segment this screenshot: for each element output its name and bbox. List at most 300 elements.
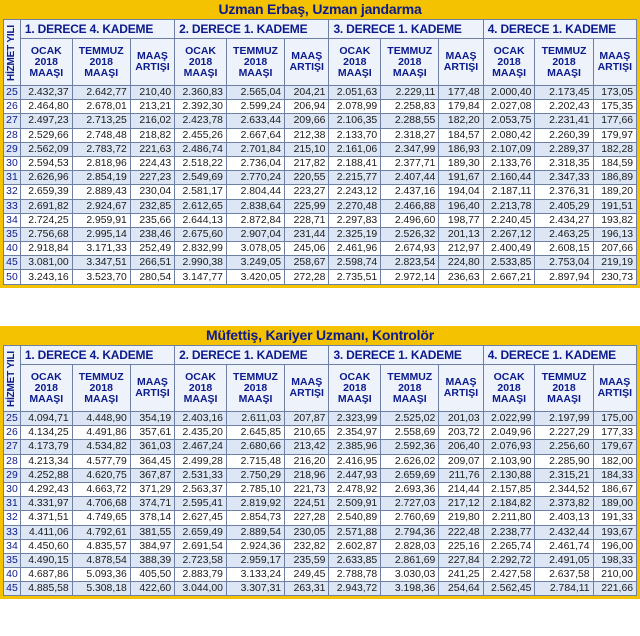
salary-cell: 4.252,88 — [20, 468, 72, 482]
salary-cell: 2.405,29 — [535, 199, 593, 213]
column-header: TEMMUZ 2018 MAAŞI — [381, 39, 439, 86]
salary-cell: 2.392,30 — [175, 100, 227, 114]
raise-cell: 227,84 — [439, 553, 483, 567]
raise-cell: 207,87 — [285, 412, 329, 426]
salary-cell: 2.434,27 — [535, 213, 593, 227]
raise-cell: 204,21 — [285, 86, 329, 100]
raise-cell: 182,20 — [439, 114, 483, 128]
salary-cell: 2.633,85 — [329, 553, 381, 567]
service-year-cell: 30 — [4, 482, 21, 496]
salary-cell: 2.563,37 — [175, 482, 227, 496]
salary-cell: 2.753,04 — [535, 256, 593, 270]
raise-cell: 189,00 — [593, 497, 636, 511]
group-header: 1. DERECE 4. KADEME — [20, 20, 174, 39]
table-row — [4, 128, 637, 142]
salary-cell: 2.990,38 — [175, 256, 227, 270]
raise-cell: 219,19 — [593, 256, 636, 270]
service-year-cell: 29 — [4, 142, 21, 156]
column-header: TEMMUZ 2018 MAAŞI — [535, 39, 593, 86]
raise-cell: 198,33 — [593, 553, 636, 567]
salary-cell: 4.094,71 — [20, 412, 72, 426]
salary-cell: 2.243,12 — [329, 185, 381, 199]
salary-cell: 2.565,04 — [226, 86, 284, 100]
column-header: MAAŞ ARTIŞI — [593, 39, 636, 86]
salary-cell: 2.678,01 — [72, 100, 130, 114]
raise-cell: 198,77 — [439, 213, 483, 227]
hizmet-yili-header: HİZMET YILI — [4, 20, 21, 86]
salary-cell: 2.288,55 — [381, 114, 439, 128]
salary-cell: 2.187,11 — [483, 185, 535, 199]
raise-cell: 179,97 — [593, 128, 636, 142]
raise-cell: 241,25 — [439, 568, 483, 582]
raise-cell: 252,49 — [130, 242, 174, 256]
salary-cell: 2.463,25 — [535, 227, 593, 241]
salary-cell: 2.713,25 — [72, 114, 130, 128]
salary-cell: 4.213,34 — [20, 454, 72, 468]
group-header: 2. DERECE 1. KADEME — [175, 346, 329, 365]
salary-cell: 2.918,84 — [20, 242, 72, 256]
column-header: MAAŞ ARTIŞI — [130, 365, 174, 412]
salary-cell: 2.051,63 — [329, 86, 381, 100]
column-header: OCAK 2018 MAAŞI — [175, 365, 227, 412]
raise-cell: 388,39 — [130, 553, 174, 567]
salary-cell: 2.897,94 — [535, 270, 593, 284]
salary-cell: 2.103,90 — [483, 454, 535, 468]
group-header: 2. DERECE 1. KADEME — [175, 20, 329, 39]
salary-cell: 2.160,44 — [483, 171, 535, 185]
raise-cell: 235,66 — [130, 213, 174, 227]
salary-cell: 2.491,05 — [535, 553, 593, 567]
salary-cell: 4.687,86 — [20, 568, 72, 582]
salary-cell: 2.599,24 — [226, 100, 284, 114]
salary-cell: 2.804,44 — [226, 185, 284, 199]
raise-cell: 206,94 — [285, 100, 329, 114]
hizmet-yili-header: HİZMET YILI — [4, 346, 21, 412]
column-header: MAAŞ ARTIŞI — [439, 39, 483, 86]
salary-cell: 3.078,05 — [226, 242, 284, 256]
salary-cell: 2.784,11 — [535, 582, 593, 596]
service-year-cell: 34 — [4, 213, 21, 227]
raise-cell: 206,40 — [439, 440, 483, 454]
salary-cell: 2.818,96 — [72, 156, 130, 170]
table-row — [4, 86, 637, 100]
table-row — [4, 440, 637, 454]
salary-cell: 4.749,65 — [72, 511, 130, 525]
salary-cell: 2.637,58 — [535, 568, 593, 582]
salary-cell: 2.727,03 — [381, 497, 439, 511]
service-year-cell: 32 — [4, 511, 21, 525]
section-mufettis — [0, 326, 640, 599]
salary-cell: 2.756,68 — [20, 227, 72, 241]
salary-cell: 2.667,64 — [226, 128, 284, 142]
salary-cell: 2.347,33 — [535, 171, 593, 185]
salary-cell: 2.455,26 — [175, 128, 227, 142]
raise-cell: 381,55 — [130, 525, 174, 539]
raise-cell: 224,51 — [285, 497, 329, 511]
service-year-cell: 31 — [4, 171, 21, 185]
salary-cell: 2.053,75 — [483, 114, 535, 128]
salary-cell: 2.080,42 — [483, 128, 535, 142]
salary-cell: 2.595,41 — [175, 497, 227, 511]
service-year-cell: 28 — [4, 454, 21, 468]
raise-cell: 217,82 — [285, 156, 329, 170]
salary-cell: 2.675,60 — [175, 227, 227, 241]
salary-cell: 2.972,14 — [381, 270, 439, 284]
salary-cell: 4.331,97 — [20, 497, 72, 511]
salary-cell: 2.701,84 — [226, 142, 284, 156]
salary-cell: 2.823,54 — [381, 256, 439, 270]
salary-cell: 2.883,79 — [175, 568, 227, 582]
raise-cell: 236,63 — [439, 270, 483, 284]
service-year-cell: 40 — [4, 568, 21, 582]
raise-cell: 218,82 — [130, 128, 174, 142]
raise-cell: 225,99 — [285, 199, 329, 213]
service-year-cell: 31 — [4, 497, 21, 511]
table-row — [4, 582, 637, 596]
salary-cell: 2.432,37 — [20, 86, 72, 100]
raise-cell: 207,66 — [593, 242, 636, 256]
salary-cell: 2.022,99 — [483, 412, 535, 426]
salary-cell: 2.407,44 — [381, 171, 439, 185]
raise-cell: 230,04 — [130, 185, 174, 199]
salary-cell: 2.231,41 — [535, 114, 593, 128]
salary-cell: 2.229,11 — [381, 86, 439, 100]
table-row — [4, 142, 637, 156]
service-year-cell: 26 — [4, 100, 21, 114]
table-row — [4, 568, 637, 582]
salary-cell: 2.478,92 — [329, 482, 381, 496]
salary-cell: 2.691,54 — [175, 539, 227, 553]
raise-cell: 210,65 — [285, 426, 329, 440]
salary-cell: 2.760,69 — [381, 511, 439, 525]
table-row — [4, 454, 637, 468]
column-header: OCAK 2018 MAAŞI — [175, 39, 227, 86]
salary-cell: 4.663,72 — [72, 482, 130, 496]
salary-cell: 2.464,80 — [20, 100, 72, 114]
salary-cell: 2.549,69 — [175, 171, 227, 185]
salary-cell: 2.674,93 — [381, 242, 439, 256]
salary-cell: 2.347,99 — [381, 142, 439, 156]
raise-cell: 272,28 — [285, 270, 329, 284]
salary-cell: 2.533,85 — [483, 256, 535, 270]
table-row — [4, 227, 637, 241]
service-year-cell: 45 — [4, 582, 21, 596]
table-row — [4, 171, 637, 185]
raise-cell: 191,67 — [439, 171, 483, 185]
salary-cell: 2.736,04 — [226, 156, 284, 170]
salary-cell: 2.461,74 — [535, 539, 593, 553]
salary-cell: 2.461,96 — [329, 242, 381, 256]
table-row — [4, 525, 637, 539]
table-row — [4, 213, 637, 227]
salary-cell: 2.238,77 — [483, 525, 535, 539]
salary-cell: 2.467,24 — [175, 440, 227, 454]
salary-cell: 2.642,77 — [72, 86, 130, 100]
salary-cell: 4.835,57 — [72, 539, 130, 553]
salary-cell: 2.344,52 — [535, 482, 593, 496]
raise-cell: 177,66 — [593, 114, 636, 128]
salary-table — [3, 345, 637, 596]
salary-cell: 2.107,09 — [483, 142, 535, 156]
salary-cell: 4.491,86 — [72, 426, 130, 440]
column-header: OCAK 2018 MAAŞI — [329, 39, 381, 86]
raise-cell: 191,51 — [593, 199, 636, 213]
table-row — [4, 114, 637, 128]
raise-cell: 212,97 — [439, 242, 483, 256]
salary-cell: 2.318,35 — [535, 156, 593, 170]
salary-cell: 2.608,15 — [535, 242, 593, 256]
salary-cell: 2.078,99 — [329, 100, 381, 114]
table-row — [4, 497, 637, 511]
table-row — [4, 242, 637, 256]
salary-cell: 4.706,68 — [72, 497, 130, 511]
table-row — [4, 539, 637, 553]
column-header: OCAK 2018 MAAŞI — [329, 365, 381, 412]
raise-cell: 212,38 — [285, 128, 329, 142]
raise-cell: 184,57 — [439, 128, 483, 142]
salary-cell: 2.000,40 — [483, 86, 535, 100]
salary-cell: 2.385,96 — [329, 440, 381, 454]
salary-cell: 4.620,75 — [72, 468, 130, 482]
group-header: 3. DERECE 1. KADEME — [329, 346, 483, 365]
salary-cell: 2.427,58 — [483, 568, 535, 582]
salary-cell: 2.558,69 — [381, 426, 439, 440]
service-year-cell: 27 — [4, 114, 21, 128]
salary-cell: 2.723,58 — [175, 553, 227, 567]
salary-cell: 2.360,83 — [175, 86, 227, 100]
salary-cell: 2.924,36 — [226, 539, 284, 553]
salary-cell: 2.496,60 — [381, 213, 439, 227]
salary-cell: 4.134,25 — [20, 426, 72, 440]
salary-cell: 3.243,16 — [20, 270, 72, 284]
salary-cell: 2.227,29 — [535, 426, 593, 440]
table-row — [4, 185, 637, 199]
salary-cell: 2.267,12 — [483, 227, 535, 241]
salary-cell: 2.854,19 — [72, 171, 130, 185]
service-year-cell: 33 — [4, 199, 21, 213]
raise-cell: 227,23 — [130, 171, 174, 185]
salary-cell: 2.659,49 — [175, 525, 227, 539]
salary-cell: 2.076,93 — [483, 440, 535, 454]
salary-cell: 2.403,13 — [535, 511, 593, 525]
salary-cell: 2.260,39 — [535, 128, 593, 142]
salary-cell: 2.285,90 — [535, 454, 593, 468]
salary-cell: 2.667,21 — [483, 270, 535, 284]
raise-cell: 196,13 — [593, 227, 636, 241]
raise-cell: 216,02 — [130, 114, 174, 128]
salary-cell: 2.157,85 — [483, 482, 535, 496]
raise-cell: 216,20 — [285, 454, 329, 468]
salary-cell: 2.447,93 — [329, 468, 381, 482]
salary-cell: 2.794,36 — [381, 525, 439, 539]
salary-cell: 2.659,69 — [381, 468, 439, 482]
salary-cell: 2.256,60 — [535, 440, 593, 454]
salary-cell: 2.907,04 — [226, 227, 284, 241]
salary-cell: 2.861,69 — [381, 553, 439, 567]
salary-cell: 3.249,05 — [226, 256, 284, 270]
raise-cell: 186,89 — [593, 171, 636, 185]
salary-cell: 2.529,66 — [20, 128, 72, 142]
salary-cell: 2.602,87 — [329, 539, 381, 553]
salary-cell: 2.213,78 — [483, 199, 535, 213]
salary-cell: 2.211,80 — [483, 511, 535, 525]
raise-cell: 221,66 — [593, 582, 636, 596]
table-row — [4, 199, 637, 213]
service-year-cell: 32 — [4, 185, 21, 199]
salary-cell: 2.612,65 — [175, 199, 227, 213]
salary-cell: 2.518,22 — [175, 156, 227, 170]
group-header: 1. DERECE 4. KADEME — [20, 346, 174, 365]
salary-cell: 2.680,66 — [226, 440, 284, 454]
table-row — [4, 426, 637, 440]
raise-cell: 196,40 — [439, 199, 483, 213]
salary-cell: 2.027,08 — [483, 100, 535, 114]
salary-cell: 2.832,99 — [175, 242, 227, 256]
column-header: TEMMUZ 2018 MAAŞI — [72, 365, 130, 412]
column-header: TEMMUZ 2018 MAAŞI — [535, 365, 593, 412]
column-header: OCAK 2018 MAAŞI — [483, 39, 535, 86]
raise-cell: 175,35 — [593, 100, 636, 114]
column-header: OCAK 2018 MAAŞI — [20, 39, 72, 86]
salary-cell: 2.594,53 — [20, 156, 72, 170]
salary-cell: 2.173,45 — [535, 86, 593, 100]
salary-cell: 2.526,32 — [381, 227, 439, 241]
salary-cell: 2.133,76 — [483, 156, 535, 170]
raise-cell: 217,12 — [439, 497, 483, 511]
raise-cell: 196,00 — [593, 539, 636, 553]
raise-cell: 214,44 — [439, 482, 483, 496]
raise-cell: 173,05 — [593, 86, 636, 100]
salary-cell: 2.289,37 — [535, 142, 593, 156]
salary-cell: 2.748,48 — [72, 128, 130, 142]
raise-cell: 361,03 — [130, 440, 174, 454]
salary-cell: 2.130,88 — [483, 468, 535, 482]
raise-cell: 223,27 — [285, 185, 329, 199]
raise-cell: 191,33 — [593, 511, 636, 525]
group-header: 4. DERECE 1. KADEME — [483, 346, 636, 365]
raise-cell: 184,59 — [593, 156, 636, 170]
salary-cell: 3.420,05 — [226, 270, 284, 284]
salary-cell: 2.854,73 — [226, 511, 284, 525]
salary-cell: 2.626,96 — [20, 171, 72, 185]
salary-cell: 2.995,14 — [72, 227, 130, 241]
raise-cell: 422,60 — [130, 582, 174, 596]
column-header: MAAŞ ARTIŞI — [285, 365, 329, 412]
salary-cell: 2.400,49 — [483, 242, 535, 256]
salary-cell: 2.785,10 — [226, 482, 284, 496]
column-header: TEMMUZ 2018 MAAŞI — [226, 365, 284, 412]
raise-cell: 211,76 — [439, 468, 483, 482]
raise-cell: 182,28 — [593, 142, 636, 156]
salary-cell: 2.106,35 — [329, 114, 381, 128]
raise-cell: 194,04 — [439, 185, 483, 199]
salary-cell: 2.693,36 — [381, 482, 439, 496]
table-row — [4, 256, 637, 270]
salary-cell: 2.354,97 — [329, 426, 381, 440]
service-year-cell: 35 — [4, 553, 21, 567]
salary-cell: 2.531,33 — [175, 468, 227, 482]
raise-cell: 263,31 — [285, 582, 329, 596]
salary-cell: 2.715,48 — [226, 454, 284, 468]
column-header: MAAŞ ARTIŞI — [130, 39, 174, 86]
salary-cell: 3.081,00 — [20, 256, 72, 270]
salary-cell: 2.435,20 — [175, 426, 227, 440]
raise-cell: 280,54 — [130, 270, 174, 284]
salary-cell: 2.959,17 — [226, 553, 284, 567]
salary-cell: 2.872,84 — [226, 213, 284, 227]
salary-cell: 3.307,31 — [226, 582, 284, 596]
salary-cell: 2.592,36 — [381, 440, 439, 454]
raise-cell: 209,07 — [439, 454, 483, 468]
table-body — [4, 86, 637, 285]
salary-cell: 2.466,88 — [381, 199, 439, 213]
salary-cell: 2.525,02 — [381, 412, 439, 426]
raise-cell: 258,67 — [285, 256, 329, 270]
salary-cell: 2.499,28 — [175, 454, 227, 468]
service-year-cell: 27 — [4, 440, 21, 454]
salary-cell: 2.633,44 — [226, 114, 284, 128]
salary-cell: 2.161,06 — [329, 142, 381, 156]
raise-cell: 218,96 — [285, 468, 329, 482]
salary-cell: 2.889,43 — [72, 185, 130, 199]
raise-cell: 182,00 — [593, 454, 636, 468]
salary-cell: 2.627,45 — [175, 511, 227, 525]
salary-cell: 5.093,36 — [72, 568, 130, 582]
salary-cell: 2.562,09 — [20, 142, 72, 156]
service-year-cell: 25 — [4, 412, 21, 426]
raise-cell: 232,82 — [285, 539, 329, 553]
raise-cell: 224,43 — [130, 156, 174, 170]
salary-cell: 2.819,92 — [226, 497, 284, 511]
salary-cell: 2.373,82 — [535, 497, 593, 511]
salary-cell: 2.943,72 — [329, 582, 381, 596]
raise-cell: 201,13 — [439, 227, 483, 241]
column-header: TEMMUZ 2018 MAAŞI — [72, 39, 130, 86]
salary-cell: 2.403,16 — [175, 412, 227, 426]
table-row — [4, 511, 637, 525]
salary-cell: 2.509,91 — [329, 497, 381, 511]
salary-cell: 3.030,03 — [381, 568, 439, 582]
raise-cell: 227,28 — [285, 511, 329, 525]
salary-cell: 2.265,74 — [483, 539, 535, 553]
table-row — [4, 468, 637, 482]
raise-cell: 177,48 — [439, 86, 483, 100]
table-row — [4, 553, 637, 567]
raise-cell: 186,93 — [439, 142, 483, 156]
salary-cell: 4.292,43 — [20, 482, 72, 496]
service-year-cell: 28 — [4, 128, 21, 142]
raise-cell: 209,66 — [285, 114, 329, 128]
table-row — [4, 270, 637, 284]
service-year-cell: 25 — [4, 86, 21, 100]
raise-cell: 221,73 — [285, 482, 329, 496]
salary-cell: 3.347,51 — [72, 256, 130, 270]
salary-cell: 2.049,96 — [483, 426, 535, 440]
salary-cell: 2.838,64 — [226, 199, 284, 213]
section-uzman-erbas — [0, 0, 640, 288]
raise-cell: 230,05 — [285, 525, 329, 539]
table-row — [4, 482, 637, 496]
service-year-cell: 30 — [4, 156, 21, 170]
salary-cell: 2.959,91 — [72, 213, 130, 227]
salary-cell: 2.325,19 — [329, 227, 381, 241]
raise-cell: 219,80 — [439, 511, 483, 525]
raise-cell: 354,19 — [130, 412, 174, 426]
raise-cell: 245,06 — [285, 242, 329, 256]
salary-cell: 4.577,79 — [72, 454, 130, 468]
table-body — [4, 412, 637, 596]
salary-cell: 2.423,78 — [175, 114, 227, 128]
